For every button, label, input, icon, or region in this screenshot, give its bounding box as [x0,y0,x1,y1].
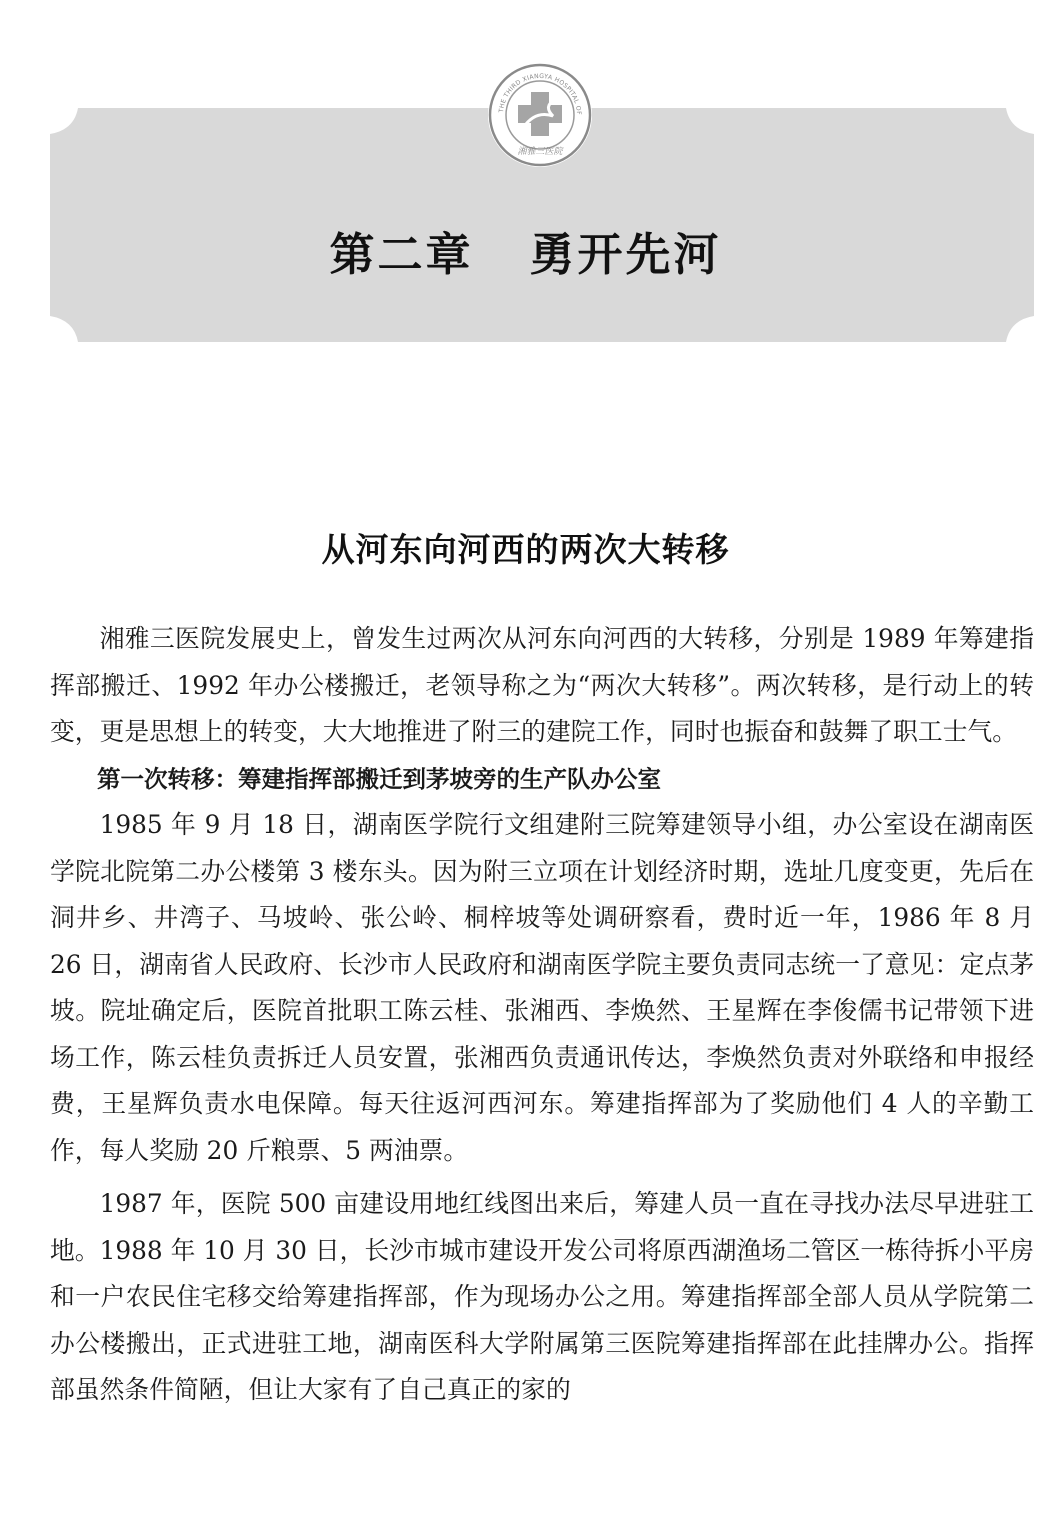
chapter-number: 第二章 [329,228,474,281]
subheading-first-transfer: 第一次转移：筹建指挥部搬迁到茅坡旁的生产队办公室 [97,764,661,793]
seal-chinese-text: 湘雅三医院 [517,147,563,157]
chapter-name: 勇开先河 [529,228,722,281]
seal-english-text: THE THIRD XIANGYA HOSPITAL OF [498,72,583,116]
hospital-seal-logo [487,62,593,168]
body-text [50,616,1034,1414]
paragraph-1987: 1987 年，医院 500 亩建设用地红线图出来后，筹建人员一直在寻找办法尽早进驻工地。1988 年 10 月 30 日，长沙市城市建设开发公司将原西湖渔场二管区一栋待拆小平房和一户农民住宅移交给筹建指挥部，作为现场办公之用。筹建指挥部全部人员从学院第二办公楼搬出，正式进驻工地，湖南医科大学附属第三医院筹建指挥部在此挂牌办公。指挥部虽然条件简陋，但让大家有了自己真正的家的 [50,1189,1034,1404]
paragraph-1985: 1985 年 9 月 18 日，湖南医学院行文组建附三院筹建领导小组，办公室设在湖南医学院北院第二办公楼第 3 楼东头。因为附三立项在计划经济时期，选址几度变更，先后在洞井乡、井湾子、马坡岭、张公岭、桐梓坡等处调研察看，费时近一年，1986 年 8 月 26 日，湖南省人民政府、长沙市人民政府和湖南医学院主要负责同志统一了意见：定点茅坡。院址确定后，医院首批职工陈云桂、张湘西、李焕然、王星辉在李俊儒书记带领下进场工作，陈云桂负责拆迁人员安置，张湘西负责通讯传达，李焕然负责对外联络和申报经费，王星辉负责水电保障。每天往返河西河东。筹建指挥部为了奖励他们 4 人的辛勤工作，每人奖励 20 斤粮票、5 两油票。 [50,810,1034,1165]
section-title: 从河东向河西的两次大转移 [321,530,730,569]
chapter-title [0,218,1051,283]
paragraph-intro: 湘雅三医院发展史上，曾发生过两次从河东向河西的大转移，分别是 1989 年筹建指挥部搬迁、1992 年办公楼搬迁，老领导称之为“两次大转移”。两次转移，是行动上的转变，更是思想上的转变，大大地推进了附三的建院工作，同时也振奋和鼓舞了职工士气。 [50,624,1034,746]
